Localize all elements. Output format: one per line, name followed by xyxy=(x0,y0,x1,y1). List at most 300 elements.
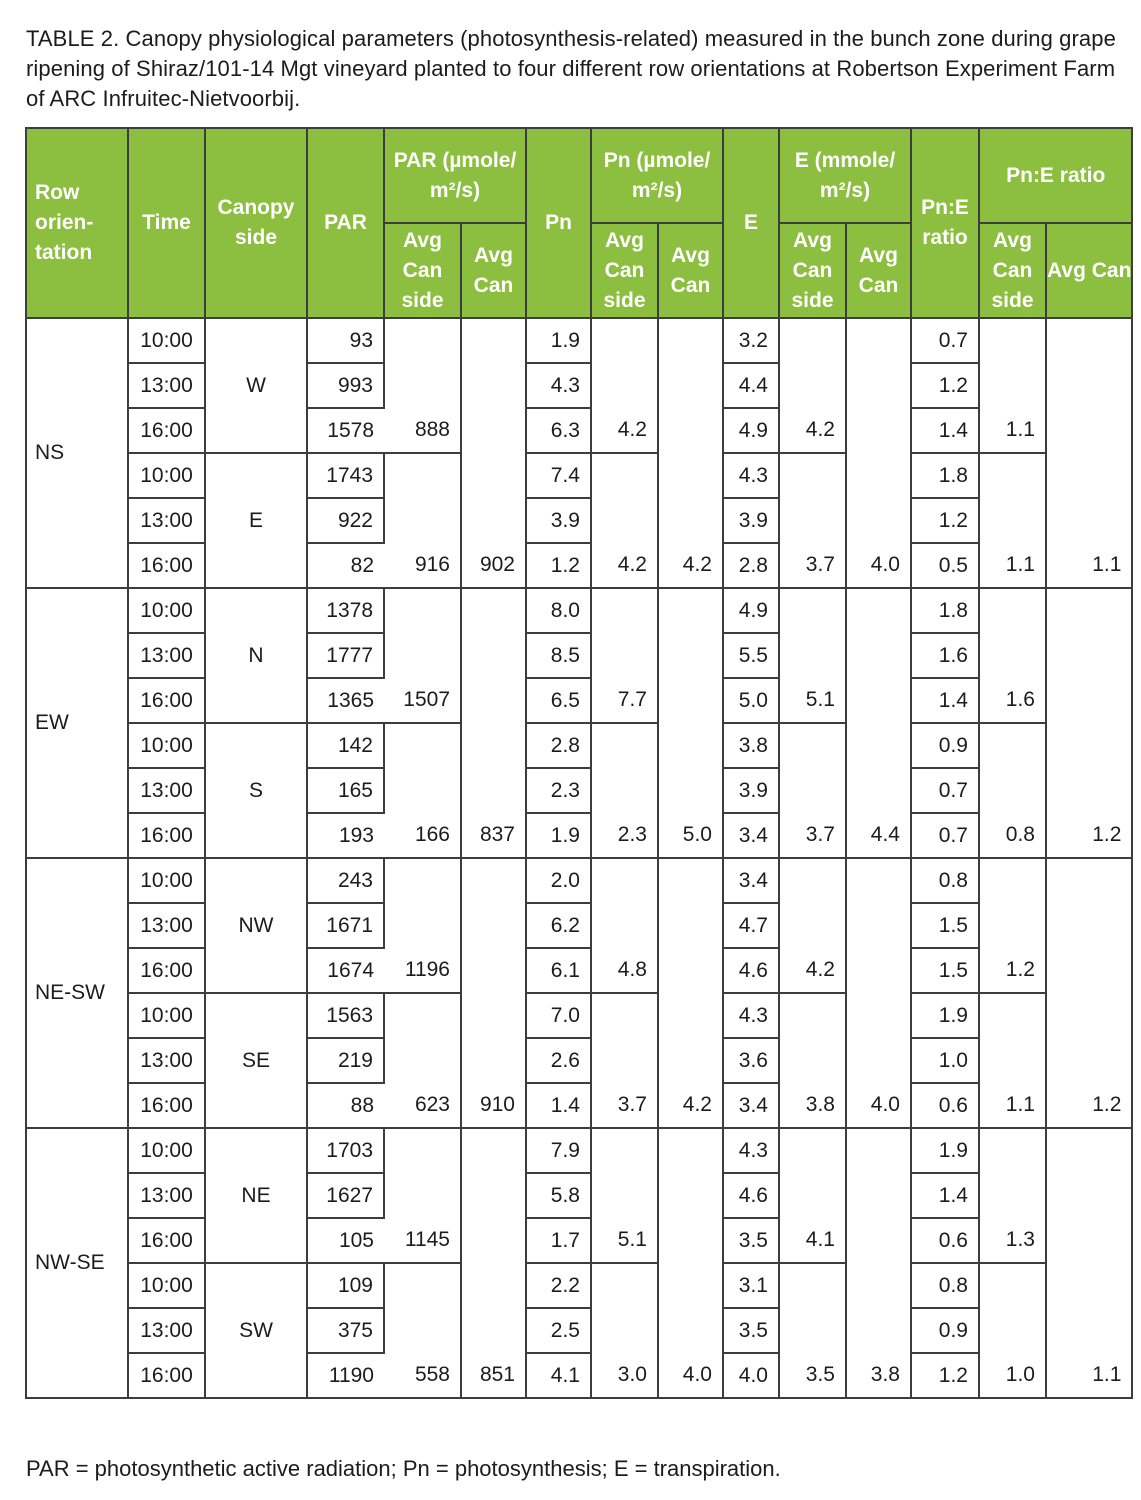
table-caption: TABLE 2. Canopy physiological parameters (photosynthesis-related) measured in the bunch zone during grape ripening of Shiraz/101-14 Mgt vineyard planted to four different row orientations at Robertson Experiment Farm of ARC Infruitec-Nietvoorbij. xyxy=(26,26,1116,111)
pn-cell: 7.9 xyxy=(526,1128,591,1173)
header-e: E xyxy=(723,128,779,318)
e-cell: 2.8 xyxy=(723,543,779,588)
pn-avg-side-cell xyxy=(591,588,658,633)
pn-avg-can-cell xyxy=(658,588,723,633)
par-cell: 922 xyxy=(307,498,384,543)
par-avg-side-cell xyxy=(384,588,461,633)
e-avg-side-cell xyxy=(779,318,846,363)
par-avg-can-cell: 851 xyxy=(461,1353,526,1398)
pn-avg-can-cell: 4.2 xyxy=(658,543,723,588)
e-avg-can-cell xyxy=(846,588,911,633)
pn-avg-side-cell xyxy=(591,498,658,543)
pne-avg-can-cell xyxy=(1046,588,1132,633)
e-avg-can-cell xyxy=(846,903,911,948)
e-avg-side-cell xyxy=(779,723,846,768)
canopy-side-cell: SE xyxy=(205,993,307,1128)
par-avg-side-cell: 916 xyxy=(384,543,461,588)
header-par-group: PAR (µmole/ m²/s) xyxy=(384,128,526,223)
par-avg-can-cell xyxy=(461,498,526,543)
par-cell: 1743 xyxy=(307,453,384,498)
par-avg-can-cell xyxy=(461,588,526,633)
par-avg-can-cell xyxy=(461,1128,526,1173)
row-orientation-cell: EW xyxy=(26,588,128,858)
time-cell: 16:00 xyxy=(128,678,205,723)
pn-avg-side-cell: 3.7 xyxy=(591,1083,658,1128)
par-avg-can-cell: 837 xyxy=(461,813,526,858)
time-cell: 13:00 xyxy=(128,903,205,948)
header-avg-can-side: Avg Can side xyxy=(779,223,846,318)
table-row xyxy=(26,1263,1132,1308)
par-avg-can-cell xyxy=(461,768,526,813)
header-avg-can-side: Avg Can side xyxy=(979,223,1046,318)
pne-avg-side-cell xyxy=(979,318,1046,363)
par-avg-can-cell xyxy=(461,1038,526,1083)
e-cell: 4.0 xyxy=(723,1353,779,1398)
e-avg-can-cell xyxy=(846,1263,911,1308)
e-avg-can-cell xyxy=(846,363,911,408)
e-avg-can-cell xyxy=(846,498,911,543)
e-avg-can-cell xyxy=(846,1038,911,1083)
pne-avg-side-cell: 1.0 xyxy=(979,1353,1046,1398)
row-orientation-cell: NE-SW xyxy=(26,858,128,1128)
e-avg-side-cell xyxy=(779,993,846,1038)
pne-avg-side-cell xyxy=(979,633,1046,678)
par-cell: 243 xyxy=(307,858,384,903)
par-avg-side-cell xyxy=(384,363,461,408)
par-avg-can-cell xyxy=(461,453,526,498)
pn-avg-side-cell: 2.3 xyxy=(591,813,658,858)
pn-cell: 2.3 xyxy=(526,768,591,813)
par-avg-side-cell xyxy=(384,768,461,813)
pn-avg-can-cell xyxy=(658,453,723,498)
par-cell: 1703 xyxy=(307,1128,384,1173)
pne-avg-side-cell xyxy=(979,498,1046,543)
e-avg-side-cell xyxy=(779,1173,846,1218)
pn-avg-side-cell xyxy=(591,768,658,813)
pne-avg-can-cell xyxy=(1046,1038,1132,1083)
pn-avg-can-cell xyxy=(658,318,723,363)
table-row xyxy=(26,993,1132,1038)
par-avg-side-cell xyxy=(384,1308,461,1353)
par-cell: 1578 xyxy=(307,408,384,453)
table-row xyxy=(26,1128,1132,1173)
pn-avg-side-cell xyxy=(591,1128,658,1173)
e-avg-side-cell: 3.7 xyxy=(779,543,846,588)
time-cell: 16:00 xyxy=(128,543,205,588)
pn-avg-side-cell xyxy=(591,858,658,903)
par-avg-side-cell: 1196 xyxy=(384,948,461,993)
pne-avg-side-cell xyxy=(979,453,1046,498)
e-avg-can-cell xyxy=(846,678,911,723)
table-row xyxy=(26,678,1132,723)
pne-avg-side-cell: 1.6 xyxy=(979,678,1046,723)
time-cell: 13:00 xyxy=(128,1038,205,1083)
e-avg-side-cell xyxy=(779,588,846,633)
par-avg-side-cell xyxy=(384,1173,461,1218)
pn-avg-can-cell xyxy=(658,1218,723,1263)
pn-avg-can-cell xyxy=(658,1263,723,1308)
pn-avg-can-cell xyxy=(658,498,723,543)
pn-avg-side-cell xyxy=(591,453,658,498)
pne-ratio-cell: 1.4 xyxy=(911,1173,979,1218)
pn-cell: 3.9 xyxy=(526,498,591,543)
table-body xyxy=(26,318,1132,1398)
e-avg-side-cell: 3.7 xyxy=(779,813,846,858)
table-row xyxy=(26,1353,1132,1398)
header-avg-can-side: Avg Can side xyxy=(384,223,461,318)
pn-avg-side-cell xyxy=(591,1308,658,1353)
pn-cell: 1.9 xyxy=(526,813,591,858)
e-cell: 3.1 xyxy=(723,1263,779,1308)
table-row xyxy=(26,1218,1132,1263)
e-avg-side-cell: 3.5 xyxy=(779,1353,846,1398)
par-avg-side-cell: 623 xyxy=(384,1083,461,1128)
par-cell: 1627 xyxy=(307,1173,384,1218)
pne-avg-side-cell xyxy=(979,1173,1046,1218)
pne-avg-can-cell xyxy=(1046,498,1132,543)
pn-avg-can-cell xyxy=(658,903,723,948)
pne-ratio-cell: 0.7 xyxy=(911,768,979,813)
e-cell: 4.7 xyxy=(723,903,779,948)
table-row xyxy=(26,858,1132,903)
time-cell: 16:00 xyxy=(128,948,205,993)
par-avg-can-cell xyxy=(461,993,526,1038)
par-avg-can-cell xyxy=(461,948,526,993)
time-cell: 10:00 xyxy=(128,858,205,903)
time-cell: 16:00 xyxy=(128,408,205,453)
time-cell: 16:00 xyxy=(128,1218,205,1263)
par-cell: 1378 xyxy=(307,588,384,633)
header-pne-group: Pn:E ratio xyxy=(979,128,1132,223)
par-avg-can-cell xyxy=(461,1218,526,1263)
time-cell: 13:00 xyxy=(128,633,205,678)
pne-ratio-cell: 1.9 xyxy=(911,1128,979,1173)
par-avg-can-cell: 902 xyxy=(461,543,526,588)
e-avg-can-cell: 4.0 xyxy=(846,543,911,588)
e-cell: 3.6 xyxy=(723,1038,779,1083)
header-avg-can-side: Avg Can side xyxy=(591,223,658,318)
time-cell: 10:00 xyxy=(128,318,205,363)
e-cell: 4.3 xyxy=(723,453,779,498)
table-row xyxy=(26,768,1132,813)
pne-avg-can-cell xyxy=(1046,723,1132,768)
pn-avg-can-cell: 4.2 xyxy=(658,1083,723,1128)
par-avg-side-cell: 1145 xyxy=(384,1218,461,1263)
par-avg-side-cell xyxy=(384,498,461,543)
time-cell: 16:00 xyxy=(128,1083,205,1128)
pne-ratio-cell: 0.6 xyxy=(911,1218,979,1263)
pne-avg-can-cell: 1.2 xyxy=(1046,1083,1132,1128)
pn-avg-side-cell: 5.1 xyxy=(591,1218,658,1263)
pn-avg-side-cell: 4.2 xyxy=(591,543,658,588)
par-avg-side-cell: 1507 xyxy=(384,678,461,723)
e-avg-can-cell xyxy=(846,858,911,903)
pne-ratio-cell: 1.2 xyxy=(911,498,979,543)
pn-cell: 2.6 xyxy=(526,1038,591,1083)
table-row xyxy=(26,1173,1132,1218)
par-avg-side-cell: 888 xyxy=(384,408,461,453)
pne-avg-side-cell: 1.1 xyxy=(979,408,1046,453)
e-cell: 4.3 xyxy=(723,993,779,1038)
pne-avg-side-cell xyxy=(979,363,1046,408)
pne-avg-side-cell xyxy=(979,768,1046,813)
pne-ratio-cell: 0.8 xyxy=(911,1263,979,1308)
e-avg-can-cell xyxy=(846,723,911,768)
table-row xyxy=(26,723,1132,768)
pne-avg-can-cell xyxy=(1046,993,1132,1038)
pn-avg-can-cell xyxy=(658,1128,723,1173)
pne-ratio-cell: 1.4 xyxy=(911,408,979,453)
pn-cell: 2.0 xyxy=(526,858,591,903)
par-avg-can-cell xyxy=(461,1308,526,1353)
pn-avg-can-cell xyxy=(658,1308,723,1353)
time-cell: 13:00 xyxy=(128,1308,205,1353)
pn-avg-can-cell xyxy=(658,993,723,1038)
e-cell: 4.9 xyxy=(723,588,779,633)
pn-cell: 6.2 xyxy=(526,903,591,948)
e-cell: 3.5 xyxy=(723,1308,779,1353)
pn-cell: 7.0 xyxy=(526,993,591,1038)
header-row-orientation: Row orien- tation xyxy=(26,128,128,318)
e-avg-can-cell xyxy=(846,318,911,363)
time-cell: 13:00 xyxy=(128,768,205,813)
table-footnote: PAR = photosynthetic active radiation; Pn = photosynthesis; E = transpiration. xyxy=(26,1456,781,1481)
pne-avg-can-cell xyxy=(1046,363,1132,408)
header-time: Time xyxy=(128,128,205,318)
pne-ratio-cell: 1.2 xyxy=(911,363,979,408)
pne-ratio-cell: 1.5 xyxy=(911,903,979,948)
pn-avg-side-cell xyxy=(591,993,658,1038)
pne-avg-side-cell xyxy=(979,588,1046,633)
e-avg-side-cell: 4.1 xyxy=(779,1218,846,1263)
header-canopy-side: Canopy side xyxy=(205,128,307,318)
time-cell: 10:00 xyxy=(128,1128,205,1173)
canopy-side-cell: N xyxy=(205,588,307,723)
row-orientation-cell: NW-SE xyxy=(26,1128,128,1398)
header-pn-group: Pn (µmole/ m²/s) xyxy=(591,128,723,223)
pn-avg-can-cell: 5.0 xyxy=(658,813,723,858)
e-avg-can-cell xyxy=(846,408,911,453)
pn-cell: 8.5 xyxy=(526,633,591,678)
par-cell: 375 xyxy=(307,1308,384,1353)
pne-ratio-cell: 1.4 xyxy=(911,678,979,723)
par-avg-can-cell xyxy=(461,858,526,903)
pn-avg-can-cell xyxy=(658,633,723,678)
pn-avg-side-cell xyxy=(591,1038,658,1083)
par-avg-side-cell xyxy=(384,993,461,1038)
pne-avg-can-cell xyxy=(1046,1128,1132,1173)
par-avg-can-cell xyxy=(461,723,526,768)
pn-avg-can-cell xyxy=(658,1038,723,1083)
par-avg-can-cell: 910 xyxy=(461,1083,526,1128)
par-avg-side-cell xyxy=(384,723,461,768)
pne-ratio-cell: 1.0 xyxy=(911,1038,979,1083)
par-avg-can-cell xyxy=(461,633,526,678)
pne-ratio-cell: 1.8 xyxy=(911,453,979,498)
pn-cell: 1.7 xyxy=(526,1218,591,1263)
e-avg-side-cell xyxy=(779,1038,846,1083)
pne-ratio-cell: 0.7 xyxy=(911,813,979,858)
header-avg-can: Avg Can xyxy=(1046,223,1132,318)
pne-ratio-cell: 0.9 xyxy=(911,1308,979,1353)
e-avg-can-cell xyxy=(846,633,911,678)
e-avg-can-cell xyxy=(846,1218,911,1263)
pn-avg-side-cell xyxy=(591,1173,658,1218)
header-e-group: E (mmole/ m²/s) xyxy=(779,128,911,223)
pne-avg-can-cell xyxy=(1046,453,1132,498)
pn-cell: 6.3 xyxy=(526,408,591,453)
time-cell: 13:00 xyxy=(128,363,205,408)
e-cell: 5.0 xyxy=(723,678,779,723)
pne-avg-side-cell: 1.2 xyxy=(979,948,1046,993)
par-cell: 219 xyxy=(307,1038,384,1083)
par-cell: 88 xyxy=(307,1083,384,1128)
header-avg-can: Avg Can xyxy=(658,223,723,318)
e-avg-side-cell xyxy=(779,363,846,408)
par-avg-side-cell xyxy=(384,633,461,678)
pn-cell: 4.3 xyxy=(526,363,591,408)
pn-avg-can-cell xyxy=(658,723,723,768)
table-row xyxy=(26,588,1132,633)
pne-avg-side-cell: 1.1 xyxy=(979,1083,1046,1128)
pn-cell: 7.4 xyxy=(526,453,591,498)
pne-avg-side-cell xyxy=(979,858,1046,903)
table-row xyxy=(26,408,1132,453)
e-avg-side-cell: 4.2 xyxy=(779,948,846,993)
time-cell: 13:00 xyxy=(128,1173,205,1218)
pne-ratio-cell: 0.5 xyxy=(911,543,979,588)
pne-avg-can-cell: 1.2 xyxy=(1046,813,1132,858)
par-avg-side-cell xyxy=(384,318,461,363)
header-avg-can: Avg Can xyxy=(461,223,526,318)
pne-ratio-cell: 0.6 xyxy=(911,1083,979,1128)
e-cell: 3.4 xyxy=(723,858,779,903)
pn-avg-side-cell xyxy=(591,1263,658,1308)
time-cell: 13:00 xyxy=(128,498,205,543)
e-cell: 3.4 xyxy=(723,813,779,858)
par-cell: 1190 xyxy=(307,1353,384,1398)
par-cell: 993 xyxy=(307,363,384,408)
pne-avg-can-cell xyxy=(1046,678,1132,723)
pne-avg-can-cell xyxy=(1046,408,1132,453)
pne-ratio-cell: 1.8 xyxy=(911,588,979,633)
time-cell: 10:00 xyxy=(128,1263,205,1308)
table-row xyxy=(26,813,1132,858)
pn-avg-side-cell xyxy=(591,363,658,408)
e-avg-can-cell xyxy=(846,768,911,813)
e-cell: 4.6 xyxy=(723,1173,779,1218)
par-avg-side-cell xyxy=(384,1263,461,1308)
par-cell: 105 xyxy=(307,1218,384,1263)
table-row xyxy=(26,363,1132,408)
e-avg-can-cell xyxy=(846,948,911,993)
table-row xyxy=(26,453,1132,498)
e-cell: 3.5 xyxy=(723,1218,779,1263)
par-cell: 1365 xyxy=(307,678,384,723)
pn-avg-side-cell: 3.0 xyxy=(591,1353,658,1398)
pne-avg-side-cell: 1.3 xyxy=(979,1218,1046,1263)
pn-avg-can-cell: 4.0 xyxy=(658,1353,723,1398)
canopy-side-cell: S xyxy=(205,723,307,858)
e-cell: 3.8 xyxy=(723,723,779,768)
e-avg-side-cell xyxy=(779,1308,846,1353)
par-avg-can-cell xyxy=(461,318,526,363)
table-header xyxy=(26,128,1132,318)
par-cell: 193 xyxy=(307,813,384,858)
pne-avg-side-cell xyxy=(979,1038,1046,1083)
e-avg-can-cell: 4.4 xyxy=(846,813,911,858)
pn-avg-side-cell xyxy=(591,318,658,363)
pn-cell: 8.0 xyxy=(526,588,591,633)
pne-avg-can-cell xyxy=(1046,858,1132,903)
pne-avg-side-cell xyxy=(979,903,1046,948)
table-row xyxy=(26,948,1132,993)
pn-avg-can-cell xyxy=(658,678,723,723)
pne-ratio-cell: 1.5 xyxy=(911,948,979,993)
e-avg-can-cell: 4.0 xyxy=(846,1083,911,1128)
e-avg-can-cell xyxy=(846,1173,911,1218)
row-orientation-cell: NS xyxy=(26,318,128,588)
e-avg-side-cell: 5.1 xyxy=(779,678,846,723)
par-avg-side-cell xyxy=(384,858,461,903)
time-cell: 10:00 xyxy=(128,453,205,498)
pne-avg-can-cell xyxy=(1046,1218,1132,1263)
canopy-side-cell: E xyxy=(205,453,307,588)
par-cell: 1671 xyxy=(307,903,384,948)
pne-ratio-cell: 0.7 xyxy=(911,318,979,363)
e-avg-side-cell xyxy=(779,858,846,903)
pne-avg-side-cell xyxy=(979,1263,1046,1308)
e-avg-can-cell xyxy=(846,1308,911,1353)
e-cell: 4.3 xyxy=(723,1128,779,1173)
pne-avg-side-cell: 0.8 xyxy=(979,813,1046,858)
e-avg-side-cell xyxy=(779,768,846,813)
header-par: PAR xyxy=(307,128,384,318)
pn-avg-side-cell: 4.8 xyxy=(591,948,658,993)
table-row xyxy=(26,1308,1132,1353)
e-avg-side-cell xyxy=(779,903,846,948)
time-cell: 10:00 xyxy=(128,993,205,1038)
pn-avg-can-cell xyxy=(658,408,723,453)
header-avg-can: Avg Can xyxy=(846,223,911,318)
pn-cell: 1.4 xyxy=(526,1083,591,1128)
pne-avg-can-cell xyxy=(1046,318,1132,363)
pne-avg-side-cell xyxy=(979,993,1046,1038)
table-row xyxy=(26,318,1132,363)
e-avg-side-cell xyxy=(779,633,846,678)
time-cell: 10:00 xyxy=(128,723,205,768)
e-avg-side-cell: 3.8 xyxy=(779,1083,846,1128)
e-cell: 3.4 xyxy=(723,1083,779,1128)
pne-avg-can-cell xyxy=(1046,1308,1132,1353)
pn-avg-can-cell xyxy=(658,768,723,813)
par-cell: 109 xyxy=(307,1263,384,1308)
e-avg-side-cell xyxy=(779,453,846,498)
pn-cell: 1.9 xyxy=(526,318,591,363)
e-avg-can-cell xyxy=(846,1128,911,1173)
par-avg-can-cell xyxy=(461,1173,526,1218)
pne-avg-can-cell xyxy=(1046,903,1132,948)
pn-cell: 6.5 xyxy=(526,678,591,723)
par-avg-can-cell xyxy=(461,1263,526,1308)
pne-avg-side-cell xyxy=(979,1308,1046,1353)
canopy-side-cell: NE xyxy=(205,1128,307,1263)
e-avg-can-cell xyxy=(846,993,911,1038)
par-cell: 1674 xyxy=(307,948,384,993)
par-cell: 165 xyxy=(307,768,384,813)
pn-avg-can-cell xyxy=(658,858,723,903)
pn-cell: 2.2 xyxy=(526,1263,591,1308)
